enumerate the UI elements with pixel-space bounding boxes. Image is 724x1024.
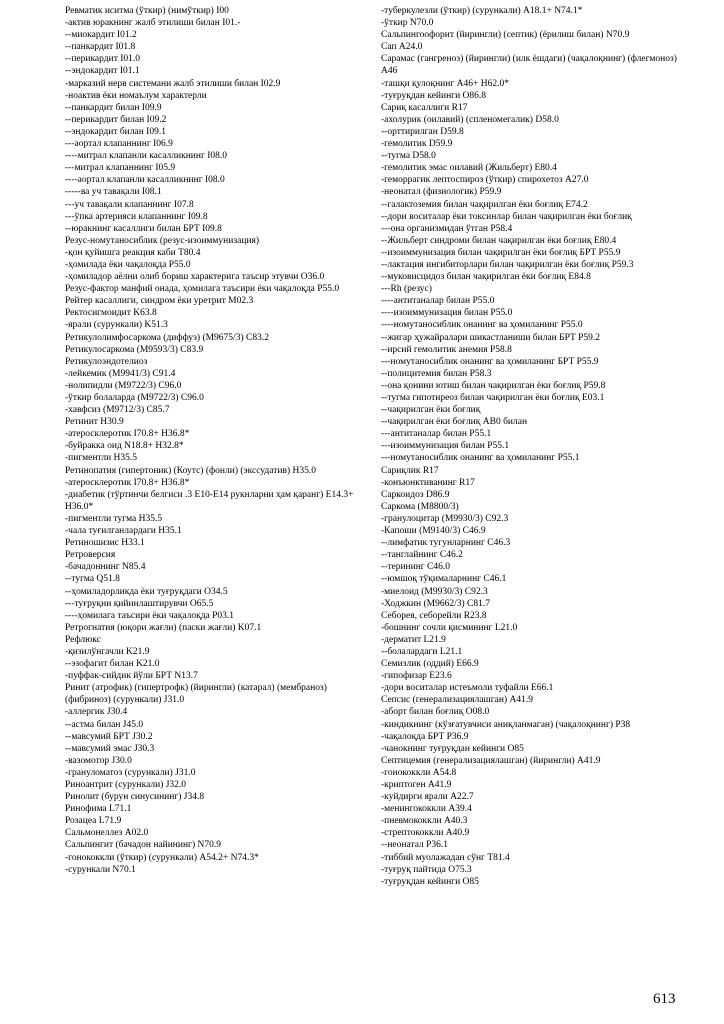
index-entry: -марказий нерв системани жалб этилиши билан I02.9 [65,78,281,89]
index-entry: Ректосигмоидит K63.8 [65,308,157,319]
index-entry: ----аортал клапанли касалликнинг I08.0 [65,175,225,186]
index-entry: -нолипидли (M9722/3) C96.0 [65,380,182,391]
index-entry: --лактация ингибиторлари билан чақирилган ёки боғлиқ P59.3 [381,259,634,270]
index-entry: --мавсумий эмас J30.3 [65,743,155,754]
index-entry: ---изоиммунизация билан P55.1 [381,441,510,452]
index-entry: -киндикнинг (кўзғатувчиси аниқланмаган) (чақалоқнинг) P38 [381,719,631,730]
page-number: 613 [653,991,676,1007]
index-entry: --тугма D58.0 [381,151,436,162]
index-entry: --тугма гипотиреоз билан чақирилган ёки боғлиқ E03.1 [381,393,605,403]
index-entry: -дерматит L21.9 [381,634,446,645]
index-entry: ---уч тавақали клапаннинг I07.8 [65,199,194,210]
index-entry: --неонатал P36.1 [381,840,449,851]
index-entry: -пигментли тугма H35.5 [65,513,163,524]
index-entry: Сариқлик R17 [381,465,439,476]
index-entry: -миелоид (M9930/3) C92.3 [381,586,488,597]
index-entry: -туғруқ пайтида O75.3 [381,864,472,875]
index-entry: -туғруқдан кейинги O86.8 [381,90,487,101]
index-entry: -грануломатоз (сурункали) J31.0 [65,767,196,778]
index-entry: ---антитаналар билан P55.1 [381,429,492,440]
index-entry: -стрептококкли A40.9 [381,828,470,839]
index-entry: -қон қуйишга реакция каби T80.4 [65,247,201,258]
index-entry: -дори воситалар истеъмоли туфайли E66.1 [381,683,554,694]
index-entry: -атеросклеротик I70.8+ H36.8* [65,429,190,440]
index-entry: -атеросклеротик I70.8+ H36.8* [65,477,190,488]
index-entry: Ринит (атрофик) (гипертрофк) (йирингли) (катарал) (мембраноз) (фибриноз) (сурункали) J31.0 [65,683,327,706]
index-entry: -гонококкли (ўткир) (сурункали) A54.2+ N74.3* [65,852,259,863]
index-entry: -диабетик (тўртинчи белгиси .3 E10-E14 рукнларни ҳам қаранг) E14.3+ H36.0* [65,489,354,512]
index-entry: Риноантрит (сурункали) J32.0 [65,780,187,790]
index-entry: -буйракка оид N18.8+ H32.8* [65,441,184,452]
index-entry: -ноактив ёки номаълум характерли [65,90,207,101]
index-entry: ---номутаносиблик онанинг ва ҳомиланинг P55.1 [381,453,580,464]
index-entry: -ҳомилада ёки чақалоқда P55.0 [65,259,191,270]
index-entry: Ретинит H30.9 [65,417,124,428]
index-entry: Ретинопатия (гипертоник) (Коутс) (фонли) (экссудатив) H35.0 [65,465,316,476]
index-entry: -гемолитик D59.9 [381,139,453,150]
index-entry: -ярали (сурункали) K51.3 [65,320,168,331]
index-entry: Ретроверсия [65,550,116,561]
index-entry: --чақирилган ёки боғлиқ AB0 билан [381,417,528,428]
index-column-left [65,5,373,876]
index-entry: -туберкулезли (ўткир) (сурункали) A18.1+ N74.1* [381,6,583,16]
index-entry: -қизилўнгачли K21.9 [65,646,150,657]
index-entry: -конъюнктиванинг R17 [381,477,475,488]
index-entry: --юракнинг касаллиги билан БРТ I09.8 [65,223,222,234]
index-entry: ---Rh (резус) [381,284,432,295]
index-entry: -актив юракнинг жалб этилиши билан I01.- [65,18,241,29]
index-entry: Сепсис (генерализациялашган) A41.9 [381,695,533,706]
index-entry: ---номутаносиблик онанинг ва ҳомиланинг БРТ P55.9 [381,356,599,367]
index-entry: --болалардаги L21.1 [381,646,463,657]
index-entry: --дори воситалар ёки токсинлар билан чақирилган ёки боғлиқ [381,211,632,222]
index-entry: Розацеа L71.9 [65,816,122,827]
index-entry: -чақалоқда БРТ P36.9 [381,731,469,742]
index-entry: ----митрал клапанли касалликнинг I08.0 [65,151,228,162]
index-entry: -туғруқдан кейинги O85 [381,876,479,887]
index-entry: Ретикулосаркома (M9593/3) C83.9 [65,344,204,355]
index-entry: --тугма Q51.8 [65,574,120,585]
index-entry: -гранулоцитар (M9930/3) C92.3 [381,513,509,524]
index-entry: Ретикулоэндотелиоз [65,356,148,367]
index-entry: -лейкемик (M9941/3) C91.4 [65,368,176,379]
index-entry: --перикардит I01.0 [65,54,141,65]
index-entry: --лимфатик тугунларнинг C46.3 [381,538,511,549]
index-entry: -вазомотор J30.0 [65,755,132,766]
index-entry: -----ва уч тавақали I08.1 [65,187,162,198]
index-entry: --миокардит I01.2 [65,30,137,41]
index-entry: Сальпингит (бачадон найининг) N70.9 [65,840,221,851]
index-entry: Ретиношизис H33.1 [65,538,145,549]
index-entry: ---туғруқни қийинлаштирувчи O65.5 [65,598,214,609]
index-entry: Саркома (M8800/3) [381,501,459,512]
index-entry: Ретикулолимфосаркома (диффуз) (M9675/3) C83.2 [65,332,269,343]
index-entry: --чақирилган ёки боғлиқ [381,405,481,416]
index-entry: -бачадоннинг N85.4 [65,562,146,573]
index-entry: -гипофизар E23.6 [381,671,452,682]
index-entry: -тиббий муолажадан сўнг T81.4 [381,852,510,863]
index-entry: Ретрогнатия (юқори жағли) (паски жағли) K07.1 [65,622,262,633]
index-entry: -чала туғилганлардаги H35.1 [65,526,182,537]
index-entry: --эзофагит билан K21.0 [65,659,160,670]
index-entry: Ринофима L71.1 [65,804,132,815]
index-entry: --мавсумий БРТ J30.2 [65,731,153,742]
index-entry: -геморрагик лептоспироз (ўткир) спирохетоз A27.0 [381,175,589,186]
index-entry: Ревматик иситма (ўткир) (нимўткир) I00 [65,6,229,16]
index-entry: Сариқ касаллиги R17 [381,102,468,113]
index-entry: --изоиммунизация билан чақирилган ёки боғлиқ БРТ P55.9 [381,247,621,258]
index-entry: ----антитаналар билан P55.0 [381,296,495,307]
index-entry: Сальпингоофорит (йирингли) (септик) (ёрилиш билан) N70.9 [381,30,630,41]
index-entry: -чанокнинг туғруқдан кейинги O85 [381,743,524,754]
index-entry: -куйдирги ярали A22.7 [381,792,474,803]
index-entry: --панкардит I01.8 [65,42,136,53]
index-entry: --панкардит билан I09.9 [65,102,162,113]
index-entry: Семизлик (оддий) E66.9 [381,659,479,670]
index-entry: --танглайнинг C46.2 [381,550,463,561]
index-entry: Резус-номутаносиблик (резус-изоиммунизация) [65,235,260,246]
index-entry: -криптоген A41.9 [381,780,452,790]
index-entry: -пигментли H35.5 [65,453,138,464]
index-entry: -ташқи қулоқнинг A46+ H62.0* [381,78,509,89]
index-entry: --перикардит билан I09.2 [65,114,167,125]
index-entry: ----изоиммунизация билан P55.0 [381,308,513,319]
index-entry: -Капоши (M9140/3) C46.9 [381,526,486,537]
index-entry: --Жильберт синдроми билан чақирилган ёки боғлиқ E80.4 [381,235,617,246]
index-entry: -неонатал (физиологик) P59.9 [381,187,502,198]
index-entry: Себорея, себорейли R23.8 [381,610,487,621]
index-entry: --ҳомиладорликда ёки туғруқдаги O34.5 [65,586,228,597]
index-entry: ---аортал клапаннинг I06.9 [65,139,173,150]
index-entry: --полицитемия билан P58.3 [381,368,492,379]
index-entry: -бошнинг сочли қисмининг L21.0 [381,622,518,633]
index-entry: -менингококкли A39.4 [381,804,472,815]
index-entry: -пуффак-сийдик йўли БРТ N13.7 [65,671,198,682]
index-entry: -Ходжкин (M9662/3) C81.7 [381,598,490,609]
index-entry: -хавфсиз (M9712/3) C85.7 [65,405,170,416]
index-entry: -гемолитик эмас оилавий (Жильберт) E80.4 [381,163,557,174]
index-entry: -ўткир N70.0 [381,18,434,29]
index-entry: Рефлюкс [65,634,101,645]
index-entry: --терининг C46.0 [381,562,451,573]
index-entry: --она қонини ютиш билан чақирилган ёки боғлиқ P59.8 [381,380,606,391]
index-entry: -сурункали N70.1 [65,864,136,875]
index-entry: Сап A24.0 [381,42,423,53]
index-entry: Саркоидоз D86.9 [381,489,450,500]
index-entry: Сальмонеллез A02.0 [65,828,149,839]
index-entry: --галактоземия билан чақирилган ёки боғлиқ E74.2 [381,199,588,210]
index-entry: -аборт билан боғлиқ O08.0 [381,707,490,718]
index-entry: -аллергик J30.4 [65,707,128,718]
index-entry: --ирсий гемолитик анемия P58.8 [381,344,512,355]
index-entry: -ахолурик (оилавий) (спленомегалик) D58.0 [381,114,559,125]
index-entry: ---ўпка артерияси клапаннинг I09.8 [65,211,208,222]
index-entry: --жигар ҳужайралари шикастланиши билан БРТ P59.2 [381,332,601,343]
index-entry: --астма билан J45.0 [65,719,144,730]
index-entry: --эндокардит билан I09.1 [65,126,166,137]
index-entry: ---она организмидан ўтган P58.4 [381,223,513,234]
index-entry: Рейтер касаллиги, синдром ёки уретрит M02.3 [65,296,254,307]
index-entry: --юмшоқ тўқималарнинг C46.1 [381,574,507,585]
index-entry: --эндокардит I01.1 [65,66,140,77]
index-entry: Септицемия (генерализациялашган) (йирингли) A41.9 [381,755,601,766]
index-entry: -пневмококкли A40.3 [381,816,468,827]
index-entry: --орттирилган D59.8 [381,126,464,137]
index-entry: -ҳомиладор аёлни олиб бориш характерига таъсир этувчи O36.0 [65,272,325,283]
index-entry: ----номутаносиблик онанинг ва ҳомиланинг P55.0 [381,320,583,331]
index-column-right [381,5,689,888]
index-entry: Резус-фактор манфий онада, ҳомилага таъсири ёки чақалоқда P55.0 [65,284,340,295]
index-entry: ----ҳомилага таъсири ёки чақалоқда P03.1 [65,610,235,621]
index-entry: ---митрал клапаннинг I05.9 [65,163,176,174]
index-entry: --муковисцидоз билан чақирилган ёки боғлиқ E84.8 [381,272,591,283]
index-entry: -гонококкли A54.8 [381,767,457,778]
index-entry: Ринолит (бурун синусининг) J34.8 [65,792,205,803]
index-entry: Сарамас (гангреноз) (йирингли) (илк ёшдаги) (чақалоқнинг) (флегмоноз) A46 [381,54,677,77]
index-entry: -ўткир болаларда (M9722/3) C96.0 [65,393,204,403]
